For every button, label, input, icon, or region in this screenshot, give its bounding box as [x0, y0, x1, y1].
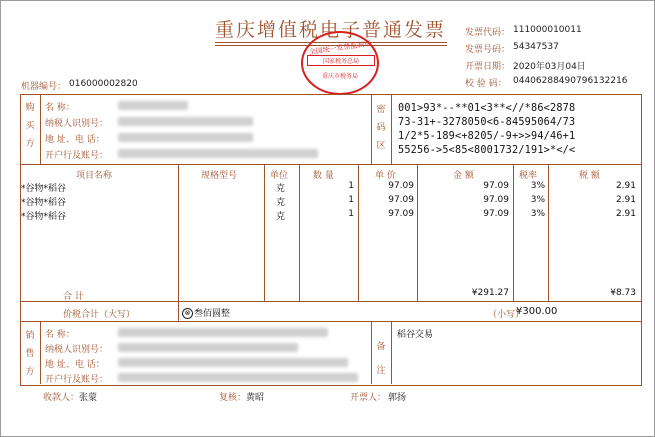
- seal-text-bottom: 重庆市税务局: [321, 73, 358, 80]
- seal-text-middle: 国家税务总局: [307, 55, 375, 66]
- header-amount: 金 额: [453, 171, 474, 181]
- row2-price: 97.09: [388, 195, 414, 205]
- divider-sum-seller: [20, 321, 641, 322]
- cipher-label-divider: [391, 94, 392, 164]
- sum-small-label: （小写）: [488, 310, 525, 320]
- buyer-char-2: 买: [25, 121, 35, 131]
- cipher-char-2: 码: [376, 123, 386, 133]
- col-divider-amount: [417, 164, 418, 301]
- col-divider-spec: [178, 164, 179, 301]
- check-code-label: 校 验 码：: [465, 79, 507, 89]
- seller-char-1: 销: [25, 331, 35, 341]
- invoice-date-label: 开票日期：: [465, 62, 511, 72]
- remark-label-divider: [391, 321, 392, 384]
- divider-items-sum: [20, 301, 641, 302]
- row2-amount: 97.09: [483, 195, 509, 205]
- header-price: 单 价: [375, 171, 396, 181]
- buyer-taxid-label: 纳税人识别号：: [45, 119, 109, 129]
- row3-tax: 2.91: [615, 209, 636, 219]
- seller-side-divider: [40, 321, 41, 384]
- remark-section-label: [376, 335, 386, 383]
- buyer-name-redacted: [118, 101, 188, 110]
- buyer-address-label: 地 址、电 话：: [45, 135, 105, 145]
- row3-name: *谷物*稻谷: [21, 212, 67, 222]
- reviewer-name: 黄昭: [246, 393, 265, 403]
- remark-char-2: 注: [376, 366, 386, 376]
- invoice-number: 54347537: [513, 42, 559, 52]
- buyer-char-3: 方: [25, 139, 35, 149]
- header-qty: 数 量: [313, 171, 334, 181]
- sum-divider: [178, 301, 179, 321]
- cipher-line-3: 1/2*5-189<+8205/-9+>>94/46+1: [398, 131, 576, 142]
- remark-char-1: 备: [376, 342, 386, 352]
- cipher-line-1: 001>93*--**01<3**<//*86<2878: [398, 103, 576, 114]
- check-code: 04406288490796132216: [513, 76, 628, 86]
- header-rate: 税率: [519, 171, 538, 181]
- buyer-bank-redacted: [118, 149, 318, 158]
- col-divider-tax: [548, 164, 549, 301]
- row3-qty: 1: [348, 209, 354, 219]
- seller-address-redacted: [118, 358, 348, 367]
- total-tax: ¥8.73: [610, 288, 636, 298]
- buyer-section-label: [25, 99, 35, 153]
- seller-section-label: [25, 327, 35, 381]
- row2-unit: 克: [276, 198, 286, 208]
- remark-left-divider: [371, 321, 372, 384]
- row2-name: *谷物*稻谷: [21, 198, 67, 208]
- remark-text: 稻谷交易: [397, 330, 434, 340]
- row1-name: *谷物*稻谷: [21, 184, 67, 194]
- row3-rate: 3%: [530, 209, 545, 219]
- buyer-char-1: 购: [25, 103, 35, 113]
- header-item-name: 项目名称: [76, 171, 113, 181]
- drawer-name: 郭扬: [388, 393, 407, 403]
- seller-taxid-redacted: [118, 343, 298, 352]
- seller-name-redacted: [118, 328, 328, 337]
- row2-tax: 2.91: [615, 195, 636, 205]
- buyer-bank-label: 开户行及账号：: [45, 151, 109, 161]
- row1-amount: 97.09: [483, 181, 509, 191]
- cipher-text: [398, 102, 575, 158]
- cipher-line-2: 73-31+-3278050<6-84595064/73: [398, 117, 576, 128]
- sum-uppercase: 叁佰圆整: [194, 309, 231, 319]
- header-unit: 单位: [270, 171, 289, 181]
- cipher-section-label: [376, 101, 386, 155]
- official-seal: [301, 31, 379, 95]
- header-tax: 税 额: [579, 171, 600, 181]
- payee-label: 收款人：: [43, 393, 80, 403]
- payee-name: 张蒙: [79, 393, 98, 403]
- row3-amount: 97.09: [483, 209, 509, 219]
- seller-char-2: 售: [25, 349, 35, 359]
- seller-bank-label: 开户行及账号：: [45, 375, 109, 385]
- row1-unit: 克: [276, 184, 286, 194]
- invoice-title: 重庆增值税电子普通发票: [215, 19, 447, 41]
- seller-taxid-label: 纳税人识别号：: [45, 345, 109, 355]
- invoice-code-label: 发票代码：: [465, 28, 511, 38]
- row1-price: 97.09: [388, 181, 414, 191]
- seller-name-label: 名 称：: [45, 330, 75, 340]
- invoice-date: 2020年03月04日: [513, 62, 586, 72]
- sum-circle-icon: ⊗: [182, 308, 193, 319]
- machine-number: 016000002820: [69, 79, 138, 89]
- sum-label: 价税合计（大写）: [63, 310, 136, 320]
- buyer-taxid-redacted: [118, 117, 253, 126]
- buyer-side-divider: [40, 94, 41, 164]
- row3-price: 97.09: [388, 209, 414, 219]
- seller-address-label: 地 址、电 话：: [45, 360, 105, 370]
- buyer-name-label: 名 称：: [45, 103, 75, 113]
- buyer-address-redacted: [118, 133, 253, 142]
- drawer-label: 开票人：: [350, 393, 387, 403]
- cipher-char-3: 区: [376, 141, 386, 151]
- total-label: 合 计: [63, 292, 84, 302]
- seller-char-3: 方: [25, 367, 35, 377]
- row1-qty: 1: [348, 181, 354, 191]
- row1-rate: 3%: [530, 181, 545, 191]
- header-spec: 规格型号: [201, 171, 238, 181]
- total-amount: ¥291.27: [471, 288, 509, 298]
- sum-small-value: ¥300.00: [516, 306, 558, 317]
- cipher-line-4: 55256->5<85<8001732/191>*</<: [398, 145, 576, 156]
- col-divider-price: [358, 164, 359, 301]
- invoice-code: 111000010011: [513, 25, 582, 35]
- row2-qty: 1: [348, 195, 354, 205]
- row3-unit: 克: [276, 212, 286, 222]
- seller-bank-redacted: [118, 373, 358, 382]
- cipher-left-divider: [371, 94, 372, 164]
- seal-text-top: 全国统一发票监制章: [308, 39, 372, 57]
- row1-tax: 2.91: [615, 181, 636, 191]
- cipher-char-1: 密: [376, 105, 386, 115]
- row2-rate: 3%: [530, 195, 545, 205]
- col-divider-rate: [513, 164, 514, 301]
- machine-number-label: 机器编号：: [21, 82, 67, 92]
- invoice-number-label: 发票号码：: [465, 45, 511, 55]
- reviewer-label: 复核：: [219, 393, 247, 403]
- col-divider-unit: [264, 164, 265, 301]
- col-divider-qty: [299, 164, 300, 301]
- sum-uppercase-wrap: [182, 306, 230, 319]
